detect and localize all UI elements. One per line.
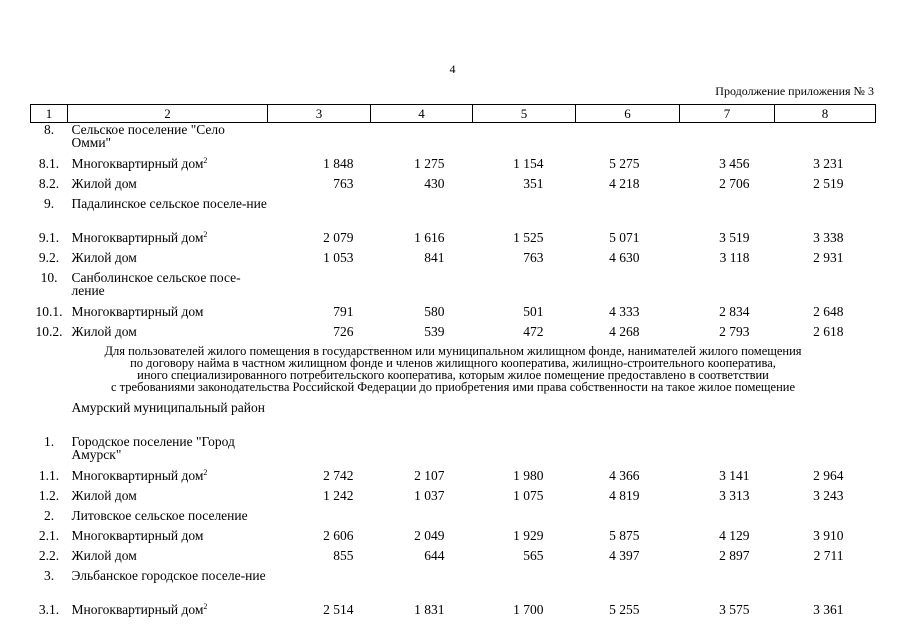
value-col-7: 3 118 bbox=[719, 249, 750, 265]
value-col-6: 5 255 bbox=[609, 601, 640, 617]
row-name bbox=[68, 489, 268, 509]
value-col-3 bbox=[268, 509, 371, 529]
row-number: 3. bbox=[43, 567, 55, 583]
value-col-4: 1 037 bbox=[414, 487, 445, 503]
value-col-5: 1 075 bbox=[513, 487, 544, 503]
value-col-3: 763 bbox=[333, 175, 354, 191]
row-name bbox=[68, 157, 268, 177]
value-col-6: 4 397 bbox=[609, 547, 640, 563]
header-col-4: 4 bbox=[371, 105, 473, 123]
row-number: 1.1. bbox=[38, 467, 60, 483]
value-col-4: 1 616 bbox=[414, 229, 445, 245]
row-name-text: Жилой дом bbox=[71, 547, 137, 563]
value-col-5: 1 154 bbox=[513, 155, 544, 171]
value-col-5: 351 bbox=[523, 175, 544, 191]
value-col-8 bbox=[775, 509, 876, 529]
table-row bbox=[31, 251, 876, 271]
value-col-4 bbox=[371, 435, 473, 469]
value-col-5: 1 929 bbox=[513, 527, 544, 543]
row-number: 9.1. bbox=[38, 229, 60, 245]
value-col-3: 1 848 bbox=[323, 155, 354, 171]
value-col-4: 430 bbox=[424, 175, 445, 191]
table-row bbox=[31, 469, 876, 489]
row-name-text: Городское поселение "Город Амурск" bbox=[71, 433, 235, 462]
row-name bbox=[68, 251, 268, 271]
value-col-7 bbox=[680, 123, 775, 157]
value-col-4: 1 831 bbox=[414, 601, 445, 617]
row-name-text: Жилой дом bbox=[71, 323, 137, 339]
value-col-8: 2 931 bbox=[813, 249, 844, 265]
value-col-4 bbox=[371, 271, 473, 305]
value-col-6: 4 819 bbox=[609, 487, 640, 503]
value-col-6: 4 333 bbox=[609, 303, 640, 319]
section-note-line: с требованиями законодательства Российской Федерации до приобретения ими права собственности на такое жилое помещение bbox=[110, 379, 796, 394]
row-name-text: Многоквартирный дом bbox=[71, 229, 204, 245]
footnote-mark: 2 bbox=[203, 467, 208, 477]
value-col-3: 2 606 bbox=[323, 527, 354, 543]
row-number: 2.2. bbox=[38, 547, 60, 563]
value-col-6 bbox=[576, 401, 680, 435]
value-col-7: 3 519 bbox=[719, 229, 750, 245]
value-col-4 bbox=[371, 509, 473, 529]
value-col-4: 2 049 bbox=[414, 527, 445, 543]
value-col-7 bbox=[680, 509, 775, 529]
value-col-7: 3 456 bbox=[719, 155, 750, 171]
value-col-5: 1 525 bbox=[513, 229, 544, 245]
table-row bbox=[31, 305, 876, 325]
value-col-6 bbox=[576, 435, 680, 469]
value-col-3: 791 bbox=[333, 303, 354, 319]
row-number: 1. bbox=[43, 433, 55, 449]
table-row bbox=[31, 123, 876, 157]
row-name bbox=[68, 569, 268, 603]
value-col-6 bbox=[576, 569, 680, 603]
value-col-3: 2 079 bbox=[323, 229, 354, 245]
value-col-7: 2 706 bbox=[719, 175, 750, 191]
header-col-5: 5 bbox=[473, 105, 576, 123]
row-number: 3.1. bbox=[38, 601, 60, 617]
row-name bbox=[68, 603, 268, 623]
value-col-3: 1 242 bbox=[323, 487, 354, 503]
row-name-text: Эльбанское городское поселе-ние bbox=[71, 567, 266, 583]
value-col-4 bbox=[371, 123, 473, 157]
table-row bbox=[31, 177, 876, 197]
header-col-6: 6 bbox=[576, 105, 680, 123]
value-col-6: 4 366 bbox=[609, 467, 640, 483]
value-col-6: 4 630 bbox=[609, 249, 640, 265]
row-number bbox=[31, 401, 68, 435]
row-name-text: Падалинское сельское поселе-ние bbox=[71, 195, 267, 211]
row-name bbox=[68, 549, 268, 569]
value-col-8: 3 910 bbox=[813, 527, 844, 543]
row-number: 1.2. bbox=[38, 487, 60, 503]
page-number: 4 bbox=[449, 62, 456, 76]
value-col-3 bbox=[268, 401, 371, 435]
table-row bbox=[31, 231, 876, 251]
value-col-8 bbox=[775, 569, 876, 603]
value-col-4 bbox=[371, 197, 473, 231]
row-name-text: Литовское сельское поселение bbox=[71, 507, 248, 523]
table-row bbox=[31, 509, 876, 529]
table-row bbox=[31, 603, 876, 623]
value-col-4: 2 107 bbox=[414, 467, 445, 483]
value-col-8 bbox=[775, 123, 876, 157]
value-col-5: 1 700 bbox=[513, 601, 544, 617]
value-col-8 bbox=[775, 271, 876, 305]
value-col-8 bbox=[775, 401, 876, 435]
value-col-7 bbox=[680, 401, 775, 435]
header-col-3: 3 bbox=[268, 105, 371, 123]
value-col-4: 1 275 bbox=[414, 155, 445, 171]
row-name-text: Жилой дом bbox=[71, 249, 137, 265]
value-col-5: 565 bbox=[523, 547, 544, 563]
value-col-3 bbox=[268, 197, 371, 231]
value-col-6 bbox=[576, 271, 680, 305]
section-note-line: иного специализированного потребительского кооператива, которым жилое помещение предоставлено в соответствии bbox=[137, 367, 769, 382]
footnote-mark: 2 bbox=[203, 601, 208, 611]
value-col-7: 2 834 bbox=[719, 303, 750, 319]
row-name bbox=[68, 123, 268, 157]
header-col-8: 8 bbox=[775, 105, 876, 123]
value-col-3: 726 bbox=[333, 323, 354, 339]
value-col-3: 1 053 bbox=[323, 249, 354, 265]
value-col-4: 644 bbox=[424, 547, 445, 563]
value-col-3 bbox=[268, 569, 371, 603]
table-row bbox=[31, 435, 876, 469]
row-name bbox=[68, 435, 268, 469]
row-number: 9. bbox=[43, 195, 55, 211]
row-number: 10.2. bbox=[35, 323, 63, 339]
footnote-mark: 2 bbox=[203, 155, 208, 165]
row-number: 10.1. bbox=[35, 303, 63, 319]
value-col-7: 4 129 bbox=[719, 527, 750, 543]
value-col-8: 3 243 bbox=[813, 487, 844, 503]
table-row bbox=[31, 569, 876, 603]
value-col-3: 2 742 bbox=[323, 467, 354, 483]
row-name-text: Многоквартирный дом bbox=[71, 527, 204, 543]
value-col-5 bbox=[473, 569, 576, 603]
value-col-6 bbox=[576, 123, 680, 157]
value-col-4: 580 bbox=[424, 303, 445, 319]
value-col-3 bbox=[268, 435, 371, 469]
section-note-line: по договору найма в частном жилищном фонде и членов жилищного кооператива, жилищно-строительного кооператива, bbox=[130, 355, 776, 370]
value-col-6 bbox=[576, 509, 680, 529]
value-col-4: 539 bbox=[424, 323, 445, 339]
value-col-3: 855 bbox=[333, 547, 354, 563]
value-col-5 bbox=[473, 271, 576, 305]
table-row bbox=[31, 157, 876, 177]
row-name-text: Санболинское сельское посе-ление bbox=[71, 269, 241, 298]
value-col-7: 2 897 bbox=[719, 547, 750, 563]
table-row bbox=[31, 197, 876, 231]
value-col-5: 501 bbox=[523, 303, 544, 319]
value-col-7: 3 313 bbox=[719, 487, 750, 503]
row-number: 9.2. bbox=[38, 249, 60, 265]
row-number: 10. bbox=[40, 269, 58, 285]
value-col-8: 3 231 bbox=[813, 155, 844, 171]
value-col-7 bbox=[680, 435, 775, 469]
row-number: 8.1. bbox=[38, 155, 60, 171]
value-col-8 bbox=[775, 197, 876, 231]
value-col-6: 5 071 bbox=[609, 229, 640, 245]
value-col-5 bbox=[473, 401, 576, 435]
tariff-table bbox=[30, 104, 876, 623]
value-col-8 bbox=[775, 435, 876, 469]
value-col-7 bbox=[680, 197, 775, 231]
row-number: 2. bbox=[43, 507, 55, 523]
row-name bbox=[68, 271, 268, 305]
table-row bbox=[31, 401, 876, 435]
row-name bbox=[68, 197, 268, 231]
value-col-5 bbox=[473, 509, 576, 529]
row-number: 8. bbox=[43, 122, 55, 137]
header-row bbox=[31, 105, 876, 123]
value-col-5 bbox=[473, 197, 576, 231]
value-col-3 bbox=[268, 271, 371, 305]
value-col-6 bbox=[576, 197, 680, 231]
value-col-4 bbox=[371, 569, 473, 603]
value-col-7: 3 575 bbox=[719, 601, 750, 617]
value-col-4 bbox=[371, 401, 473, 435]
table-row bbox=[31, 529, 876, 549]
value-col-6: 5 275 bbox=[609, 155, 640, 171]
value-col-7: 3 141 bbox=[719, 467, 750, 483]
row-number: 8.2. bbox=[38, 175, 60, 191]
row-name bbox=[68, 509, 268, 529]
value-col-8: 2 648 bbox=[813, 303, 844, 319]
row-name-text: Многоквартирный дом bbox=[71, 467, 204, 483]
footnote-mark: 2 bbox=[203, 229, 208, 239]
value-col-8: 3 338 bbox=[813, 229, 844, 245]
row-name bbox=[68, 231, 268, 251]
value-col-7: 2 793 bbox=[719, 323, 750, 339]
header-col-7: 7 bbox=[680, 105, 775, 123]
value-col-8: 2 711 bbox=[813, 547, 844, 563]
row-name bbox=[68, 305, 268, 325]
value-col-3: 2 514 bbox=[323, 601, 354, 617]
row-name bbox=[68, 469, 268, 489]
table-row bbox=[31, 489, 876, 509]
table-row bbox=[31, 549, 876, 569]
section-note bbox=[31, 345, 876, 401]
value-col-6: 5 875 bbox=[609, 527, 640, 543]
value-col-8: 3 361 bbox=[813, 601, 844, 617]
section-note-row bbox=[31, 345, 876, 401]
row-name-text: Амурский муниципальный район bbox=[71, 399, 265, 415]
value-col-4: 841 bbox=[424, 249, 445, 265]
value-col-5 bbox=[473, 435, 576, 469]
row-name bbox=[68, 325, 268, 345]
section-note-line: Для пользователей жилого помещения в государственном или муниципальном жилищном фонде, нанимателей жилого помещения bbox=[104, 343, 802, 358]
value-col-8: 2 964 bbox=[813, 467, 844, 483]
table-row bbox=[31, 325, 876, 345]
row-name-text: Многоквартирный дом bbox=[71, 303, 204, 319]
row-number: 2.1. bbox=[38, 527, 60, 543]
value-col-5: 1 980 bbox=[513, 467, 544, 483]
value-col-8: 2 618 bbox=[813, 323, 844, 339]
row-name bbox=[68, 177, 268, 197]
header-col-1: 1 bbox=[31, 105, 68, 123]
value-col-5: 763 bbox=[523, 249, 544, 265]
continuation-note: Продолжение приложения № 3 bbox=[715, 84, 874, 98]
header-col-2: 2 bbox=[68, 105, 268, 123]
value-col-6: 4 218 bbox=[609, 175, 640, 191]
value-col-5: 472 bbox=[523, 323, 544, 339]
value-col-7 bbox=[680, 569, 775, 603]
row-name-text: Многоквартирный дом bbox=[71, 601, 204, 617]
row-name-text: Жилой дом bbox=[71, 175, 137, 191]
value-col-5 bbox=[473, 123, 576, 157]
row-name-text: Сельское поселение "Село Омми" bbox=[71, 122, 225, 150]
value-col-7 bbox=[680, 271, 775, 305]
row-name-text: Жилой дом bbox=[71, 487, 137, 503]
value-col-3 bbox=[268, 123, 371, 157]
value-col-8: 2 519 bbox=[813, 175, 844, 191]
table-row bbox=[31, 271, 876, 305]
row-name bbox=[68, 401, 268, 435]
value-col-6: 4 268 bbox=[609, 323, 640, 339]
row-name-text: Многоквартирный дом bbox=[71, 155, 204, 171]
row-name bbox=[68, 529, 268, 549]
